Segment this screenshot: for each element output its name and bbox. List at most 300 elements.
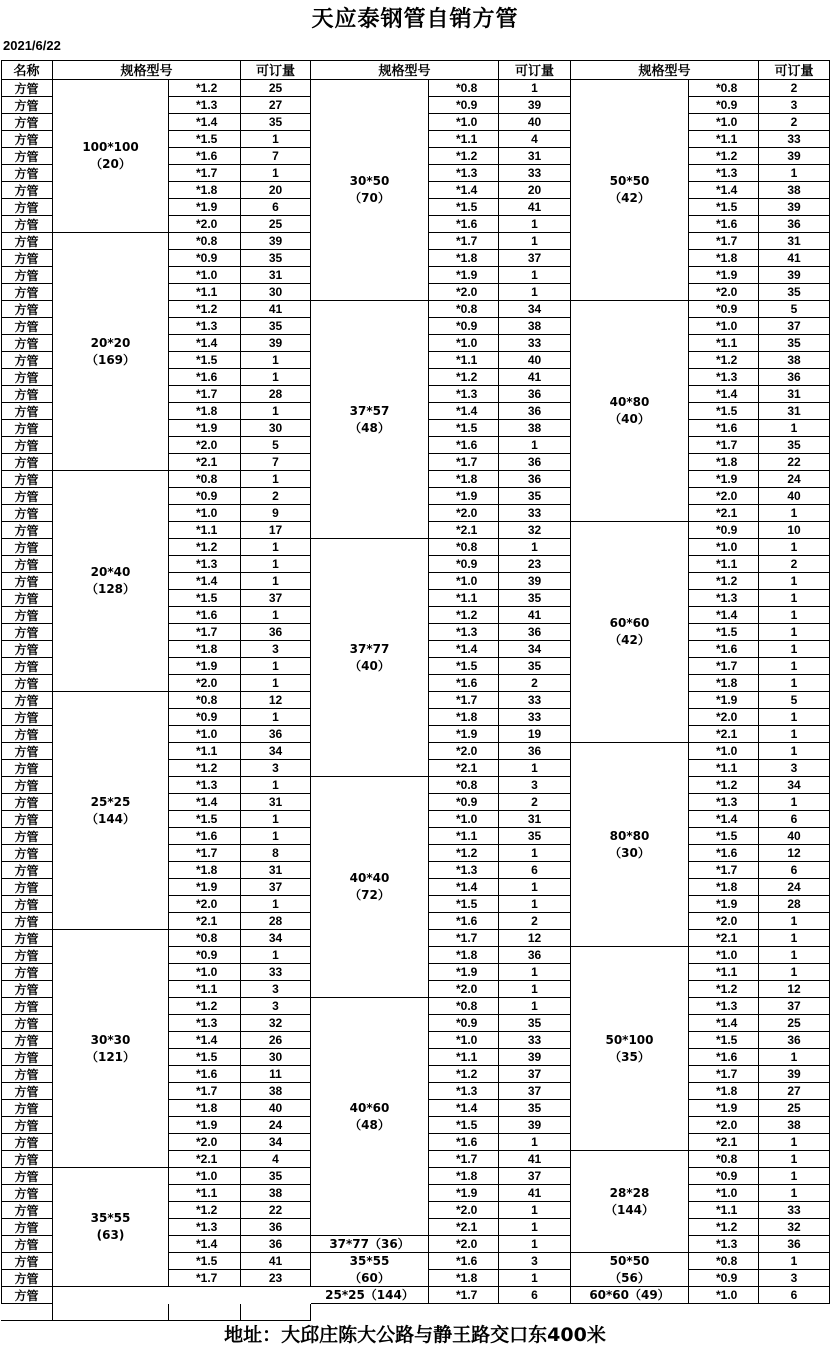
- thickness-cell: *0.9: [429, 794, 499, 811]
- row-name: 方管: [1, 1168, 53, 1185]
- quantity-cell: 1: [759, 1168, 830, 1185]
- row-name: 方管: [1, 590, 53, 607]
- thickness-cell: *0.9: [429, 556, 499, 573]
- size-total: （42）: [609, 191, 650, 205]
- thickness-cell: *1.1: [169, 1185, 241, 1202]
- size-group-label: [53, 692, 169, 930]
- size-group-label: [311, 998, 429, 1236]
- address-footer: 地址：大邱庄陈大公路与静王路交口东400米: [224, 1324, 606, 1346]
- thickness-cell: *1.8: [429, 947, 499, 964]
- blank-cell: [241, 1304, 311, 1321]
- quantity-cell: 1: [241, 573, 311, 590]
- thickness-cell: *2.1: [689, 930, 759, 947]
- quantity-cell: 1: [759, 573, 830, 590]
- row-name: 方管: [1, 199, 53, 216]
- row-name: 方管: [1, 1287, 53, 1304]
- thickness-cell: *1.7: [689, 658, 759, 675]
- quantity-cell: 1: [241, 947, 311, 964]
- quantity-cell: 39: [241, 335, 311, 352]
- thickness-cell: *1.5: [689, 199, 759, 216]
- quantity-cell: 33: [499, 335, 571, 352]
- row-name: 方管: [1, 233, 53, 250]
- thickness-cell: *1.9: [689, 1100, 759, 1117]
- quantity-cell: 30: [241, 1049, 311, 1066]
- thickness-cell: *1.0: [689, 539, 759, 556]
- thickness-cell: *0.9: [169, 250, 241, 267]
- thickness-cell: *1.0: [689, 1185, 759, 1202]
- size-group-label: [571, 1253, 689, 1287]
- quantity-cell: 1: [499, 267, 571, 284]
- thickness-cell: *1.3: [169, 1015, 241, 1032]
- quantity-cell: 36: [499, 471, 571, 488]
- quantity-cell: 35: [241, 250, 311, 267]
- thickness-cell: *1.0: [689, 1287, 759, 1304]
- row-name: 方管: [1, 369, 53, 386]
- thickness-cell: *1.9: [429, 267, 499, 284]
- quantity-cell: 34: [499, 301, 571, 318]
- thickness-cell: *1.6: [429, 1253, 499, 1270]
- quantity-cell: 12: [759, 981, 830, 998]
- size-total: （144）: [85, 811, 136, 826]
- thickness-cell: *1.6: [689, 216, 759, 233]
- thickness-cell: *0.8: [169, 471, 241, 488]
- thickness-cell: *1.7: [689, 233, 759, 250]
- quantity-cell: 3: [759, 1270, 830, 1287]
- thickness-cell: *0.9: [689, 1270, 759, 1287]
- quantity-cell: 32: [759, 1219, 830, 1236]
- thickness-cell: *1.5: [429, 658, 499, 675]
- quantity-cell: 38: [241, 1083, 311, 1100]
- quantity-cell: 1: [499, 981, 571, 998]
- row-name: 方管: [1, 1219, 53, 1236]
- quantity-cell: 1: [241, 165, 311, 182]
- quantity-cell: 6: [241, 199, 311, 216]
- thickness-cell: *1.7: [169, 165, 241, 182]
- thickness-cell: *1.4: [169, 573, 241, 590]
- thickness-cell: *1.0: [429, 335, 499, 352]
- thickness-cell: *1.8: [169, 1100, 241, 1117]
- thickness-cell: *1.2: [689, 1219, 759, 1236]
- thickness-cell: *0.9: [689, 301, 759, 318]
- quantity-cell: 40: [499, 352, 571, 369]
- quantity-cell: 38: [759, 182, 830, 199]
- size-label: 40*60: [349, 1100, 390, 1115]
- thickness-cell: *1.3: [429, 624, 499, 641]
- thickness-cell: *0.9: [429, 318, 499, 335]
- row-name: 方管: [1, 811, 53, 828]
- row-name: 方管: [1, 862, 53, 879]
- row-name: 方管: [1, 165, 53, 182]
- quantity-cell: 1: [241, 556, 311, 573]
- quantity-cell: 1: [499, 233, 571, 250]
- quantity-cell: 10: [759, 522, 830, 539]
- quantity-cell: 28: [759, 896, 830, 913]
- quantity-cell: 24: [759, 879, 830, 896]
- row-name: 方管: [1, 131, 53, 148]
- thickness-cell: *2.0: [429, 505, 499, 522]
- quantity-cell: 36: [759, 369, 830, 386]
- quantity-cell: 31: [499, 811, 571, 828]
- row-name: 方管: [1, 148, 53, 165]
- thickness-cell: *1.5: [429, 199, 499, 216]
- quantity-cell: 3: [759, 97, 830, 114]
- size-group-label: [571, 522, 689, 743]
- quantity-cell: 36: [499, 386, 571, 403]
- quantity-cell: 1: [759, 1049, 830, 1066]
- quantity-cell: 6: [759, 811, 830, 828]
- thickness-cell: *1.4: [429, 879, 499, 896]
- quantity-cell: 39: [759, 1066, 830, 1083]
- thickness-cell: *1.6: [429, 675, 499, 692]
- size-label: 37*77（36）: [329, 1236, 410, 1251]
- size-total: （60）: [349, 1270, 390, 1285]
- thickness-cell: *1.1: [169, 522, 241, 539]
- thickness-cell: *1.9: [169, 658, 241, 675]
- thickness-cell: *1.0: [169, 267, 241, 284]
- page-title: 天应泰钢管自销方管: [311, 7, 519, 32]
- row-name: 方管: [1, 386, 53, 403]
- thickness-cell: *1.2: [169, 760, 241, 777]
- size-label: 25*25（144）: [325, 1287, 414, 1302]
- thickness-cell: *1.2: [689, 148, 759, 165]
- quantity-cell: 32: [241, 1015, 311, 1032]
- quantity-cell: 1: [499, 1236, 571, 1253]
- quantity-cell: 1: [759, 947, 830, 964]
- thickness-cell: *2.1: [689, 505, 759, 522]
- size-group-label: [571, 947, 689, 1151]
- quantity-cell: 22: [241, 1202, 311, 1219]
- quantity-cell: 37: [499, 250, 571, 267]
- thickness-cell: *1.6: [169, 828, 241, 845]
- row-name: 方管: [1, 675, 53, 692]
- thickness-cell: *1.6: [169, 369, 241, 386]
- quantity-cell: 1: [759, 658, 830, 675]
- quantity-cell: 36: [499, 624, 571, 641]
- row-name: 方管: [1, 930, 53, 947]
- thickness-cell: *0.8: [169, 930, 241, 947]
- quantity-cell: 40: [759, 488, 830, 505]
- row-name: 方管: [1, 794, 53, 811]
- quantity-cell: 34: [499, 641, 571, 658]
- thickness-cell: *1.0: [689, 114, 759, 131]
- thickness-cell: *1.4: [429, 182, 499, 199]
- row-name: 方管: [1, 556, 53, 573]
- thickness-cell: *0.9: [689, 522, 759, 539]
- size-label: 20*40: [90, 565, 131, 579]
- quantity-cell: 1: [499, 998, 571, 1015]
- quantity-cell: 41: [759, 250, 830, 267]
- thickness-cell: *1.6: [169, 1066, 241, 1083]
- thickness-cell: *1.1: [689, 131, 759, 148]
- quantity-cell: 33: [499, 165, 571, 182]
- quantity-cell: 36: [241, 1219, 311, 1236]
- thickness-cell: *1.2: [429, 845, 499, 862]
- row-name: 方管: [1, 896, 53, 913]
- thickness-cell: *1.8: [429, 1270, 499, 1287]
- thickness-cell: *1.9: [689, 267, 759, 284]
- row-name: 方管: [1, 97, 53, 114]
- thickness-cell: *1.1: [689, 556, 759, 573]
- thickness-cell: *0.9: [169, 709, 241, 726]
- quantity-cell: 5: [759, 692, 830, 709]
- thickness-cell: *1.9: [689, 692, 759, 709]
- quantity-cell: 1: [241, 777, 311, 794]
- quantity-cell: 31: [759, 233, 830, 250]
- row-name: 方管: [1, 114, 53, 131]
- thickness-cell: *1.8: [169, 641, 241, 658]
- row-name: 方管: [1, 607, 53, 624]
- thickness-cell: *1.9: [429, 1185, 499, 1202]
- row-name: 方管: [1, 1117, 53, 1134]
- thickness-cell: *0.8: [169, 692, 241, 709]
- size-total: （56）: [609, 1270, 650, 1285]
- quantity-cell: 41: [241, 301, 311, 318]
- thickness-cell: *1.8: [429, 250, 499, 267]
- thickness-cell: *1.5: [689, 1032, 759, 1049]
- quantity-cell: 35: [759, 437, 830, 454]
- quantity-cell: 36: [499, 743, 571, 760]
- quantity-cell: 36: [499, 454, 571, 471]
- quantity-cell: 36: [759, 1032, 830, 1049]
- quantity-cell: 38: [241, 1185, 311, 1202]
- size-total: （70）: [349, 191, 390, 205]
- row-name: 方管: [1, 981, 53, 998]
- thickness-cell: *1.7: [429, 1151, 499, 1168]
- quantity-cell: 17: [241, 522, 311, 539]
- row-name: 方管: [1, 454, 53, 471]
- quantity-cell: 1: [759, 590, 830, 607]
- quantity-cell: 1: [241, 709, 311, 726]
- thickness-cell: *1.5: [169, 811, 241, 828]
- row-name: 方管: [1, 1066, 53, 1083]
- thickness-cell: *2.0: [689, 709, 759, 726]
- thickness-cell: *1.0: [169, 964, 241, 981]
- thickness-cell: *1.2: [169, 80, 241, 97]
- quantity-cell: 39: [499, 1117, 571, 1134]
- thickness-cell: *0.8: [429, 539, 499, 556]
- size-label: 50*100: [605, 1032, 654, 1047]
- thickness-cell: *1.6: [429, 913, 499, 930]
- thickness-cell: *1.9: [429, 964, 499, 981]
- size-group-label: [311, 80, 429, 301]
- thickness-cell: *1.3: [689, 590, 759, 607]
- quantity-cell: 28: [241, 913, 311, 930]
- quantity-cell: 1: [499, 845, 571, 862]
- row-name: 方管: [1, 539, 53, 556]
- quantity-cell: 1: [759, 607, 830, 624]
- quantity-cell: 1: [759, 539, 830, 556]
- quantity-cell: 36: [499, 403, 571, 420]
- thickness-cell: *2.0: [169, 1134, 241, 1151]
- quantity-cell: 30: [241, 420, 311, 437]
- thickness-cell: *1.3: [429, 165, 499, 182]
- thickness-cell: *2.0: [169, 216, 241, 233]
- thickness-cell: *1.8: [689, 250, 759, 267]
- quantity-cell: 1: [759, 794, 830, 811]
- quantity-cell: 39: [759, 267, 830, 284]
- quantity-cell: 6: [759, 1287, 830, 1304]
- header-spec-1: 规格型号: [53, 60, 241, 80]
- quantity-cell: 1: [241, 352, 311, 369]
- quantity-cell: 1: [759, 624, 830, 641]
- size-group-label: [53, 233, 169, 471]
- thickness-cell: *1.5: [169, 352, 241, 369]
- quantity-cell: 38: [499, 318, 571, 335]
- thickness-cell: *0.9: [429, 97, 499, 114]
- thickness-cell: *1.3: [689, 165, 759, 182]
- thickness-cell: *1.7: [429, 692, 499, 709]
- thickness-cell: *2.0: [429, 743, 499, 760]
- quantity-cell: 37: [499, 1066, 571, 1083]
- thickness-cell: *1.9: [689, 896, 759, 913]
- thickness-cell: *1.0: [429, 573, 499, 590]
- blank-cell: [53, 1304, 169, 1321]
- quantity-cell: 24: [759, 471, 830, 488]
- quantity-cell: 2: [759, 556, 830, 573]
- thickness-cell: *1.8: [689, 454, 759, 471]
- size-total: （169）: [85, 352, 136, 367]
- thickness-cell: *1.7: [169, 845, 241, 862]
- thickness-cell: *1.7: [689, 1066, 759, 1083]
- quantity-cell: 1: [759, 930, 830, 947]
- thickness-cell: *1.8: [169, 862, 241, 879]
- size-group-label: [53, 1168, 169, 1287]
- thickness-cell: *1.2: [689, 573, 759, 590]
- size-label: 37*77: [349, 641, 390, 656]
- thickness-cell: *1.0: [429, 114, 499, 131]
- thickness-cell: *1.3: [429, 862, 499, 879]
- quantity-cell: 22: [759, 454, 830, 471]
- quantity-cell: 1: [759, 641, 830, 658]
- size-group-label: [571, 743, 689, 947]
- row-name: 方管: [1, 777, 53, 794]
- thickness-cell: *1.3: [689, 369, 759, 386]
- size-total: (63): [96, 1228, 125, 1242]
- quantity-cell: 36: [759, 216, 830, 233]
- quantity-cell: 2: [241, 488, 311, 505]
- row-name: 方管: [1, 998, 53, 1015]
- quantity-cell: 3: [499, 777, 571, 794]
- quantity-cell: 31: [499, 148, 571, 165]
- quantity-cell: 6: [499, 1287, 571, 1304]
- quantity-cell: 3: [241, 998, 311, 1015]
- thickness-cell: *1.6: [169, 607, 241, 624]
- row-name: 方管: [1, 267, 53, 284]
- quantity-cell: 9: [241, 505, 311, 522]
- row-name: 方管: [1, 488, 53, 505]
- size-label: 35*55: [90, 1211, 131, 1225]
- quantity-cell: 36: [241, 1236, 311, 1253]
- thickness-cell: *1.3: [429, 1083, 499, 1100]
- size-label: 60*60: [609, 616, 650, 630]
- quantity-cell: 1: [241, 896, 311, 913]
- thickness-cell: *1.2: [169, 1202, 241, 1219]
- quantity-cell: 19: [499, 726, 571, 743]
- thickness-cell: *1.5: [689, 624, 759, 641]
- row-name: 方管: [1, 658, 53, 675]
- header-spec-3: 规格型号: [571, 60, 759, 80]
- thickness-cell: *1.6: [169, 148, 241, 165]
- thickness-cell: *1.8: [689, 675, 759, 692]
- quantity-cell: 1: [759, 1185, 830, 1202]
- quantity-cell: 1: [499, 1134, 571, 1151]
- quantity-cell: 1: [241, 607, 311, 624]
- thickness-cell: *1.3: [689, 794, 759, 811]
- quantity-cell: 35: [499, 658, 571, 675]
- row-name: 方管: [1, 1049, 53, 1066]
- quantity-cell: 27: [759, 1083, 830, 1100]
- thickness-cell: *1.9: [169, 879, 241, 896]
- size-group-label: [571, 1151, 689, 1253]
- quantity-cell: 35: [499, 1015, 571, 1032]
- thickness-cell: *1.4: [169, 114, 241, 131]
- quantity-cell: 1: [241, 369, 311, 386]
- size-group-label: [311, 1236, 429, 1253]
- thickness-cell: *1.7: [689, 437, 759, 454]
- quantity-cell: 34: [241, 930, 311, 947]
- row-name: 方管: [1, 1270, 53, 1287]
- quantity-cell: 12: [759, 845, 830, 862]
- thickness-cell: *1.0: [689, 318, 759, 335]
- quantity-cell: 1: [499, 1202, 571, 1219]
- quantity-cell: 41: [499, 199, 571, 216]
- thickness-cell: *1.1: [689, 335, 759, 352]
- quantity-cell: 38: [759, 1117, 830, 1134]
- thickness-cell: *2.1: [169, 913, 241, 930]
- thickness-cell: *1.2: [169, 539, 241, 556]
- thickness-cell: *0.9: [169, 488, 241, 505]
- thickness-cell: *1.7: [689, 862, 759, 879]
- size-label: 50*50: [609, 1253, 650, 1268]
- quantity-cell: 31: [759, 403, 830, 420]
- row-name: 方管: [1, 505, 53, 522]
- row-name: 方管: [1, 1100, 53, 1117]
- thickness-cell: *1.8: [429, 1168, 499, 1185]
- row-name: 方管: [1, 726, 53, 743]
- quantity-cell: 41: [499, 1185, 571, 1202]
- thickness-cell: *1.2: [429, 1066, 499, 1083]
- thickness-cell: *1.8: [169, 182, 241, 199]
- thickness-cell: *1.6: [689, 641, 759, 658]
- quantity-cell: 3: [241, 760, 311, 777]
- thickness-cell: *0.8: [429, 777, 499, 794]
- size-label: 37*57: [349, 403, 390, 418]
- row-name: 方管: [1, 522, 53, 539]
- thickness-cell: *0.8: [429, 998, 499, 1015]
- row-name: 方管: [1, 1202, 53, 1219]
- size-group-label: [571, 1287, 689, 1304]
- thickness-cell: *2.1: [429, 522, 499, 539]
- quantity-cell: 1: [499, 879, 571, 896]
- thickness-cell: *0.8: [429, 80, 499, 97]
- quantity-cell: 35: [241, 318, 311, 335]
- thickness-cell: *0.8: [689, 1151, 759, 1168]
- thickness-cell: *1.5: [689, 828, 759, 845]
- header-qty-1: 可订量: [241, 60, 311, 80]
- size-label: 30*50: [349, 174, 390, 188]
- thickness-cell: *2.0: [689, 1117, 759, 1134]
- size-total: （35）: [609, 1049, 650, 1064]
- quantity-cell: 31: [241, 862, 311, 879]
- thickness-cell: *1.1: [689, 1202, 759, 1219]
- size-total: （42）: [609, 633, 650, 647]
- row-name: 方管: [1, 1134, 53, 1151]
- thickness-cell: *2.0: [429, 1236, 499, 1253]
- thickness-cell: *1.1: [689, 964, 759, 981]
- quantity-cell: 37: [759, 318, 830, 335]
- quantity-cell: 37: [759, 998, 830, 1015]
- size-group-label: [311, 301, 429, 539]
